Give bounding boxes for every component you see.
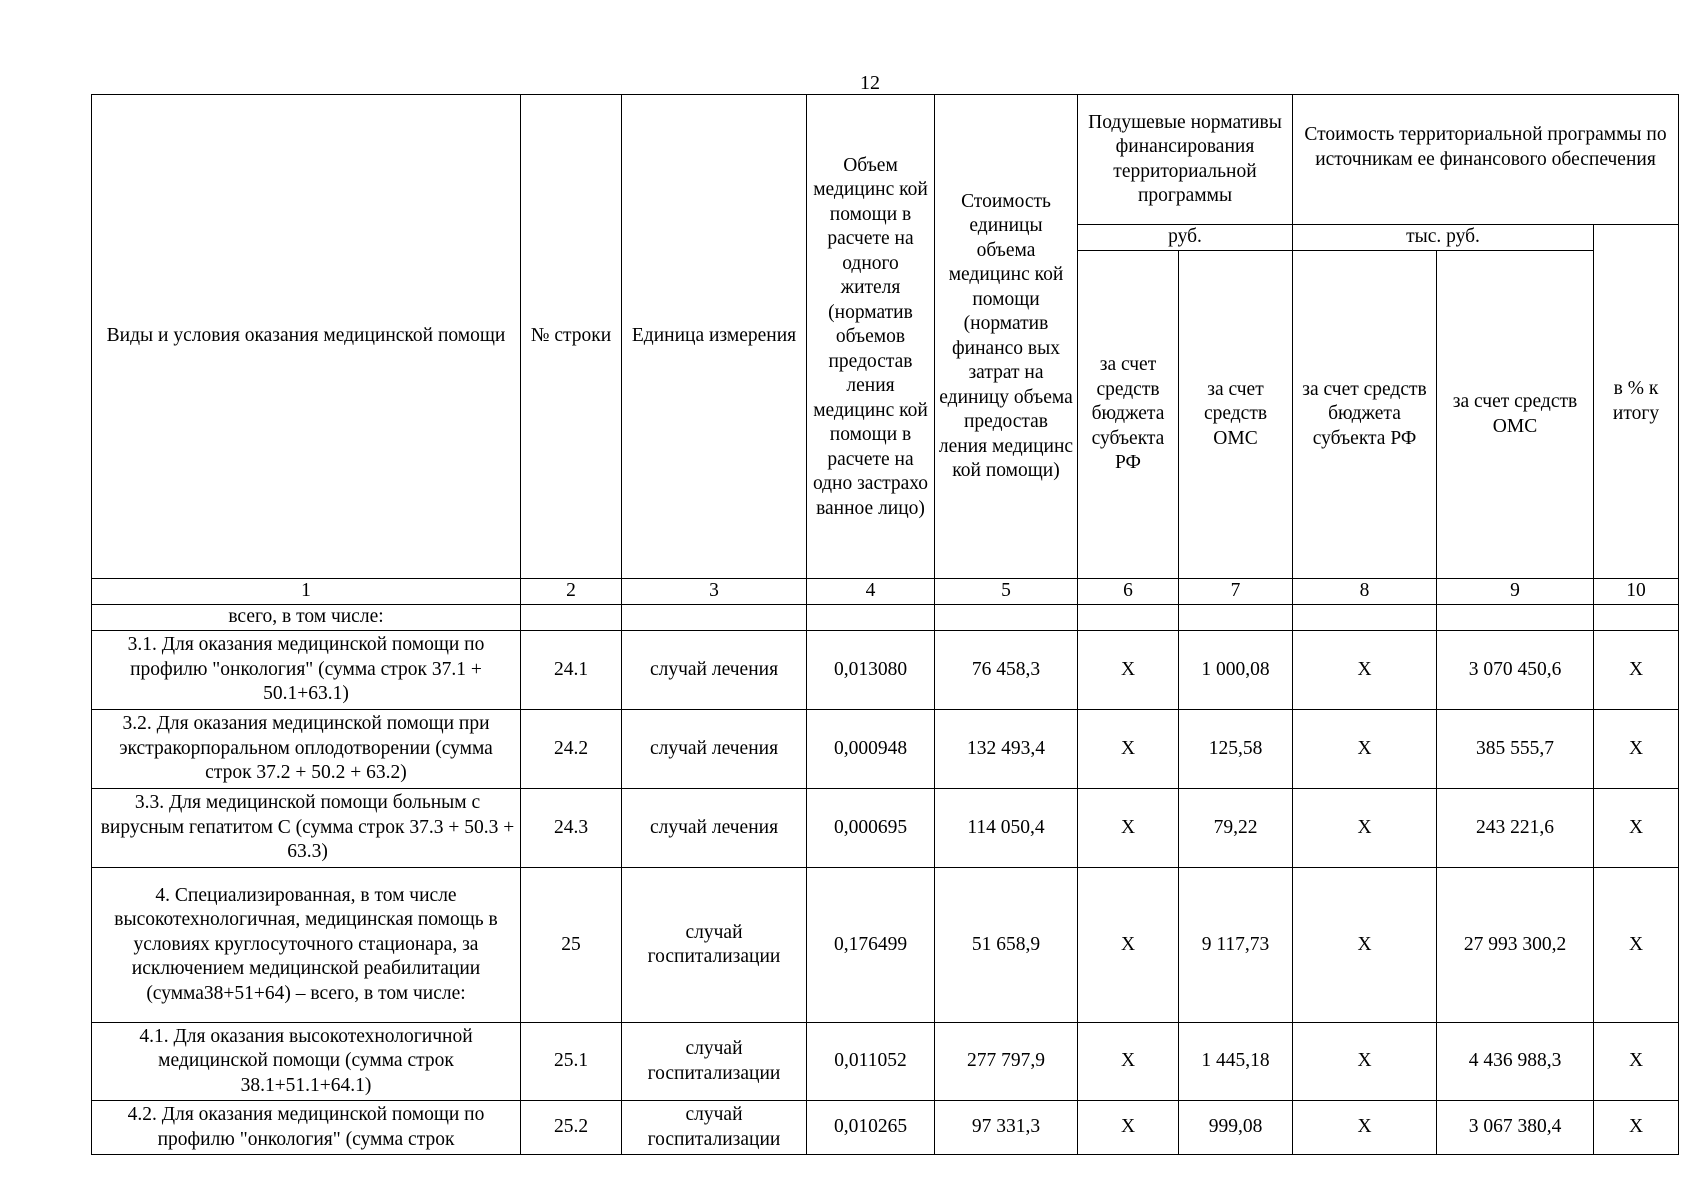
row-volume: 0,000948 — [807, 710, 935, 789]
header-cost: Стоимость единицы объема медицинс кой помощи (норматив финансо вых затрат на единицу объема предостав ления медицинс кой помощи) — [935, 95, 1078, 579]
row-budget-norm: Х — [1078, 1023, 1179, 1101]
row-budget-total: Х — [1293, 1101, 1437, 1155]
column-number: 8 — [1293, 579, 1437, 605]
row-cost: 132 493,4 — [935, 710, 1078, 789]
row-percent: Х — [1594, 1023, 1679, 1101]
row-oms-total: 27 993 300,2 — [1437, 868, 1594, 1023]
row-oms-norm: 999,08 — [1179, 1101, 1293, 1155]
header-per-capita-norms: Подушевые нормативы финансирования территориальной программы — [1078, 95, 1293, 225]
header-budget-total: за счет средств бюджета субъекта РФ — [1293, 251, 1437, 579]
header-unit-rub: руб. — [1078, 225, 1293, 251]
row-budget-norm: Х — [1078, 710, 1179, 789]
row-unit: случай лечения — [622, 631, 807, 710]
header-unit-thousand-rub: тыс. руб. — [1293, 225, 1594, 251]
column-number: 5 — [935, 579, 1078, 605]
row-unit: случай лечения — [622, 710, 807, 789]
header-percent: в % к итогу — [1594, 225, 1679, 579]
header-line-number: № строки — [521, 95, 622, 579]
table-row — [92, 789, 1679, 868]
row-budget-norm: Х — [1078, 631, 1179, 710]
column-number: 1 — [92, 579, 521, 605]
row-line-number: 24.2 — [521, 710, 622, 789]
row-unit: случай госпитализации — [622, 1023, 807, 1101]
page-number: 12 — [860, 72, 880, 94]
row-cost: 51 658,9 — [935, 868, 1078, 1023]
row-budget-total: Х — [1293, 631, 1437, 710]
row-budget-norm: Х — [1078, 789, 1179, 868]
row-oms-total: 3 070 450,6 — [1437, 631, 1594, 710]
header-kinds: Виды и условия оказания медицинской помощи — [92, 95, 521, 579]
row-oms-total: 3 067 380,4 — [1437, 1101, 1594, 1155]
row-budget-total: Х — [1293, 710, 1437, 789]
header-unit: Единица измерения — [622, 95, 807, 579]
row-name: 4.1. Для оказания высокотехнологичной медицинской помощи (сумма строк 38.1+51.1+64.1) — [92, 1023, 521, 1101]
row-volume: 0,011052 — [807, 1023, 935, 1101]
row-percent: Х — [1594, 710, 1679, 789]
header-budget-norm: за счет средств бюджета субъекта РФ — [1078, 251, 1179, 579]
column-number: 10 — [1594, 579, 1679, 605]
row-percent: Х — [1594, 631, 1679, 710]
row-cost: 76 458,3 — [935, 631, 1078, 710]
row-cost: 114 050,4 — [935, 789, 1078, 868]
row-oms-norm: 125,58 — [1179, 710, 1293, 789]
table-row — [92, 631, 1679, 710]
row-oms-norm: 79,22 — [1179, 789, 1293, 868]
row-percent: Х — [1594, 1101, 1679, 1155]
header-oms-norm: за счет средств ОМС — [1179, 251, 1293, 579]
header-volume: Объем медицинс кой помощи в расчете на одного жителя (норматив объемов предостав ления медицинс кой помощи в расчете на одно застрахо ванное лицо) — [807, 95, 935, 579]
row-volume: 0,013080 — [807, 631, 935, 710]
table-row — [92, 868, 1679, 1023]
row-volume: 0,000695 — [807, 789, 935, 868]
header-program-cost: Стоимость территориальной программы по источникам ее финансового обеспечения — [1293, 95, 1679, 225]
table-row — [92, 710, 1679, 789]
table-row — [92, 1023, 1679, 1101]
row-cost: 277 797,9 — [935, 1023, 1078, 1101]
row-volume: 0,010265 — [807, 1101, 935, 1155]
financing-table — [91, 94, 1679, 1155]
row-unit: случай лечения — [622, 789, 807, 868]
row-name: 3.2. Для оказания медицинской помощи при экстракорпоральном оплодотворении (сумма строк 37.2 + 50.2 + 63.2) — [92, 710, 521, 789]
row-line-number: 24.3 — [521, 789, 622, 868]
row-line-number: 25 — [521, 868, 622, 1023]
row-percent: Х — [1594, 789, 1679, 868]
row-budget-norm: Х — [1078, 868, 1179, 1023]
row-name: всего, в том числе: — [92, 605, 521, 631]
row-cost: 97 331,3 — [935, 1101, 1078, 1155]
row-percent: Х — [1594, 868, 1679, 1023]
column-number: 9 — [1437, 579, 1594, 605]
column-number: 2 — [521, 579, 622, 605]
row-unit: случай госпитализации — [622, 868, 807, 1023]
column-number: 3 — [622, 579, 807, 605]
row-budget-total: Х — [1293, 789, 1437, 868]
row-budget-total: Х — [1293, 1023, 1437, 1101]
column-number-row — [92, 579, 1679, 605]
table-row — [92, 605, 1679, 631]
row-oms-total: 243 221,6 — [1437, 789, 1594, 868]
header-row — [92, 95, 1679, 225]
row-name: 3.1. Для оказания медицинской помощи по профилю "онкология" (сумма строк 37.1 + 50.1+63.1) — [92, 631, 521, 710]
row-oms-total: 385 555,7 — [1437, 710, 1594, 789]
row-line-number: 25.2 — [521, 1101, 622, 1155]
column-number: 6 — [1078, 579, 1179, 605]
row-oms-norm: 9 117,73 — [1179, 868, 1293, 1023]
row-line-number: 25.1 — [521, 1023, 622, 1101]
row-oms-norm: 1 445,18 — [1179, 1023, 1293, 1101]
row-line-number: 24.1 — [521, 631, 622, 710]
row-name: 4.2. Для оказания медицинской помощи по профилю "онкология" (сумма строк — [92, 1101, 521, 1155]
table-row — [92, 1101, 1679, 1155]
row-oms-total: 4 436 988,3 — [1437, 1023, 1594, 1101]
row-volume: 0,176499 — [807, 868, 935, 1023]
row-name: 4. Специализированная, в том числе высокотехнологичная, медицинская помощь в условиях круглосуточного стационара, за исключением медицинской реабилитации (сумма38+51+64) – всего, в том числе: — [92, 868, 521, 1023]
header-oms-total: за счет средств ОМС — [1437, 251, 1594, 579]
column-number: 7 — [1179, 579, 1293, 605]
row-oms-norm: 1 000,08 — [1179, 631, 1293, 710]
row-budget-total: Х — [1293, 868, 1437, 1023]
column-number: 4 — [807, 579, 935, 605]
row-budget-norm: Х — [1078, 1101, 1179, 1155]
row-name: 3.3. Для медицинской помощи больным с вирусным гепатитом С (сумма строк 37.3 + 50.3 + 63.3) — [92, 789, 521, 868]
row-unit: случай госпитализации — [622, 1101, 807, 1155]
